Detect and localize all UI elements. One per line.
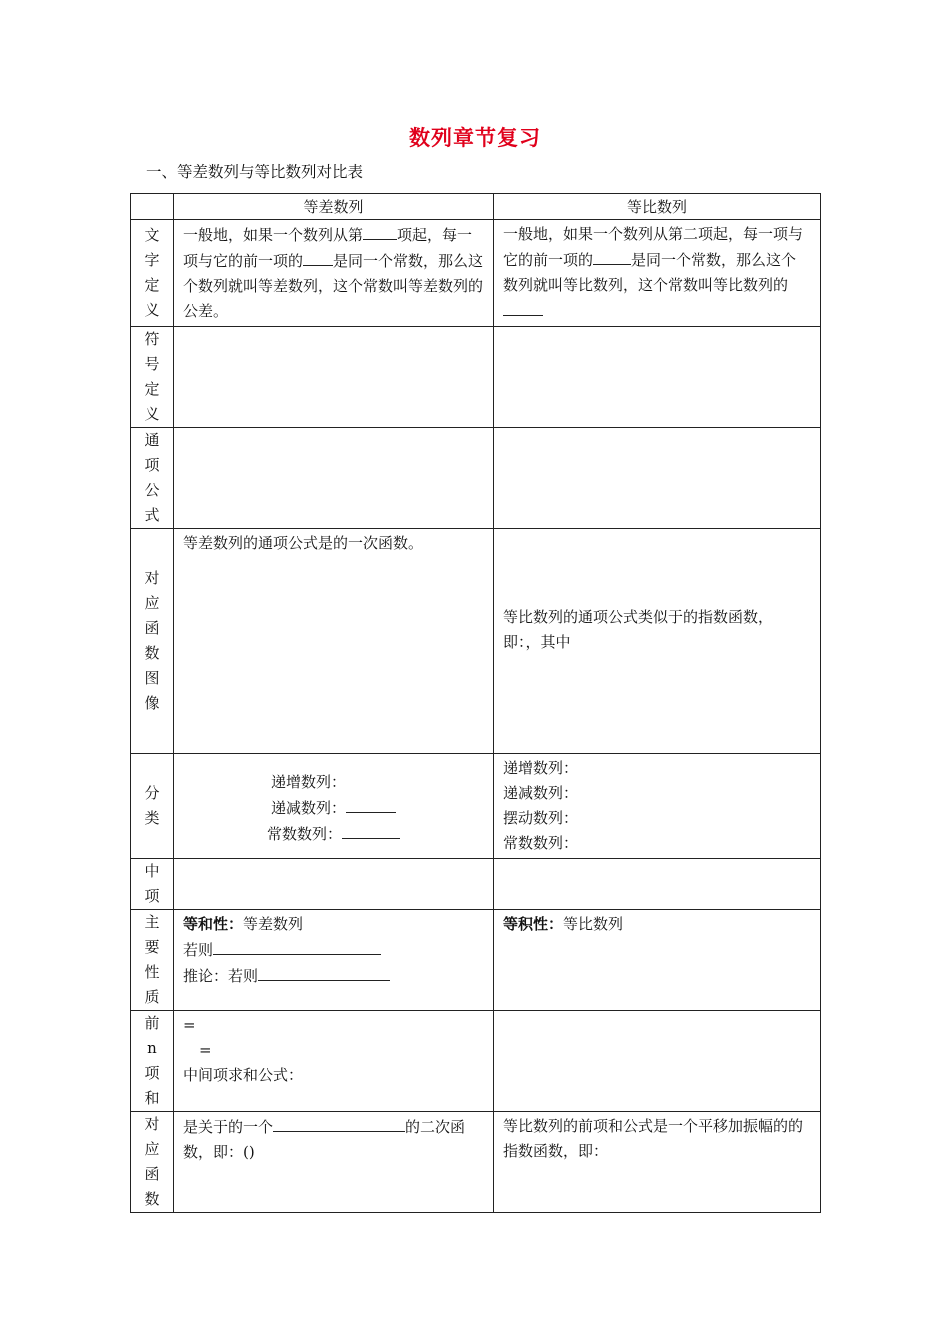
row-label-text-definition: 文字定义: [131, 220, 174, 327]
row-label-corresponding-function: 对应函数: [131, 1112, 174, 1213]
cell-geometric-properties: 等积性：等比数列: [494, 910, 821, 1011]
cell-geometric-formula: [494, 428, 821, 529]
table-row: [131, 220, 821, 327]
cell-arithmetic-graph: 等差数列的通项公式是的一次函数。: [174, 529, 494, 754]
row-label-classification: 分类: [131, 754, 174, 859]
row-label-function-graph: 对应函数图像: [131, 529, 174, 754]
cell-geometric-function: 等比数列的前项和公式是一个平移加振幅的的指数函数，即：: [494, 1112, 821, 1213]
cell-geometric-definition: 一般地，如果一个数列从第二项起，每一项与它的前一项的 是同一个常数，那么这个数列就叫等比数列，这个常数叫等比数列的: [494, 220, 821, 327]
table-row: [131, 859, 821, 910]
row-label-main-properties: 主要性质: [131, 910, 174, 1011]
cell-arithmetic-definition: 一般地，如果一个数列从第 项起，每一项与它的前一项的 是同一个常数，那么这个数列就叫等差数列，这个常数叫等差数列的公差。: [174, 220, 494, 327]
table-row: [131, 529, 821, 754]
header-arithmetic: 等差数列: [174, 194, 494, 220]
header-geometric: 等比数列: [494, 194, 821, 220]
table-header-row: [131, 194, 821, 220]
header-corner: [131, 194, 174, 220]
table-row: [131, 754, 821, 859]
cell-geometric-symbol: [494, 327, 821, 428]
page-title: 数列章节复习: [409, 126, 541, 150]
cell-geometric-sum: [494, 1011, 821, 1112]
cell-arithmetic-symbol: [174, 327, 494, 428]
table-row: [131, 1112, 821, 1213]
cell-geometric-classification: 递增数列： 递减数列： 摆动数列： 常数数列：: [494, 754, 821, 859]
cell-arithmetic-classification: 递增数列： 递减数列： 常数数列：: [174, 754, 494, 859]
section-heading: 一、等差数列与等比数列对比表: [146, 163, 364, 181]
cell-arithmetic-properties: 等和性：等差数列 若则 推论：若则: [174, 910, 494, 1011]
table-row: [131, 327, 821, 428]
cell-arithmetic-middle: [174, 859, 494, 910]
row-label-general-formula: 通项公式: [131, 428, 174, 529]
cell-arithmetic-sum: = = 中间项求和公式：: [174, 1011, 494, 1112]
comparison-table: [130, 193, 821, 1213]
cell-geometric-middle: [494, 859, 821, 910]
row-label-symbol-definition: 符号定义: [131, 327, 174, 428]
cell-geometric-graph: 等比数列的通项公式类似于的指数函数， 即：，其中: [494, 529, 821, 754]
table-row: [131, 910, 821, 1011]
table-row: [131, 1011, 821, 1112]
row-label-sum-n: 前n项和: [131, 1011, 174, 1112]
table-row: [131, 428, 821, 529]
cell-arithmetic-formula: [174, 428, 494, 529]
row-label-middle-term: 中项: [131, 859, 174, 910]
cell-arithmetic-function: 是关于的一个 的二次函数，即：(): [174, 1112, 494, 1213]
